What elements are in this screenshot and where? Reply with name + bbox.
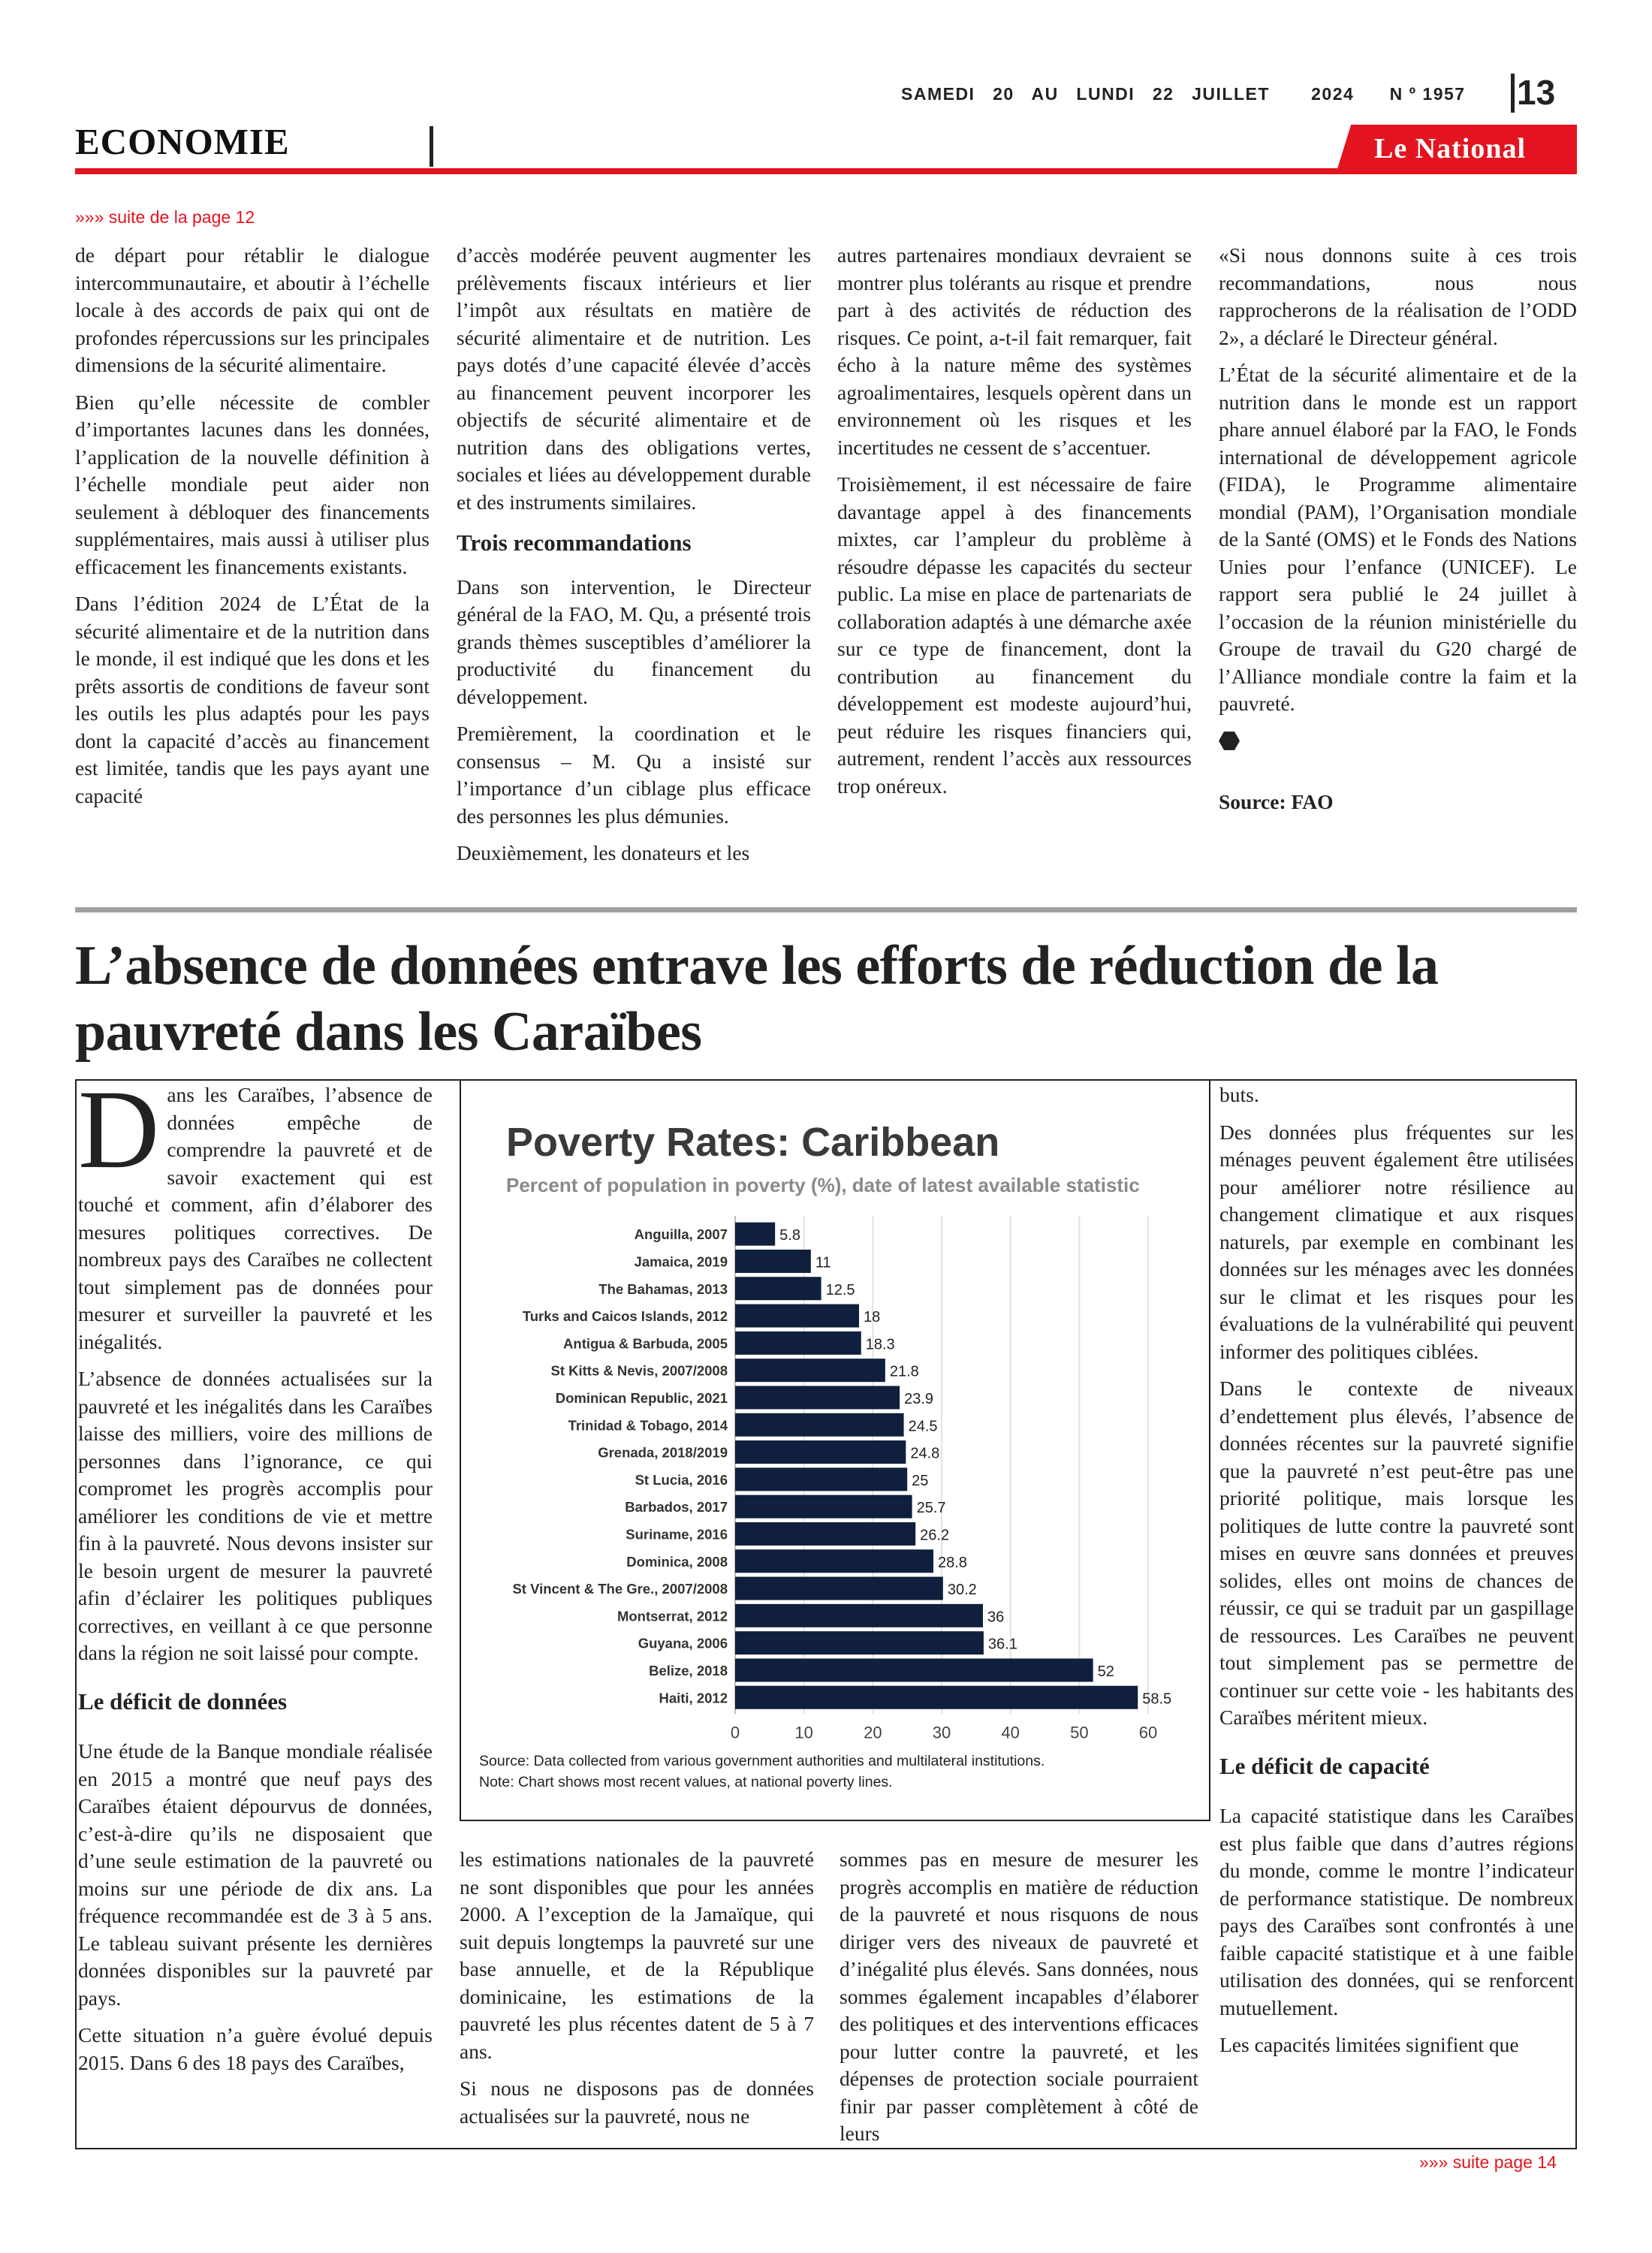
paragraph: L’absence de données actualisées sur la pauvreté et les inégalités dans les Caraïbes laisse des milliers, voire des millions de personnes dans l’ignorance, ce qui compromet les progrès accomplis pour améliorer les conditions de vie et mettre fin à la pauvreté. Nous devons insister sur le besoin urgent de mesurer la pauvreté afin d’éclairer les politiques publiques correctives, en veillant à ce que personne dans la région ne soit laissé pour compte. (78, 1367, 433, 1664)
continued-to-link[interactable]: »»» suite page 14 (1419, 2152, 1557, 2172)
paragraph: L’État de la sécurité alimentaire et de la nutrition dans le monde est un rapport phare annuel élaboré par la FAO, le Fonds international de développement agricole (FIDA), le Programme alimentaire mondial (PAM), l’Organisation mondiale de la Santé (OMS) et le Fonds des Nations Unies pour l’enfance (UNICEF). Le rapport sera publié le 24 juillet à l’occasion de la réunion ministérielle du Groupe de travail du G20 chargé de l’Alliance mondiale contre la faim et la pauvreté. (1219, 363, 1577, 715)
paragraph: Deuxièmement, les donateurs et les (457, 841, 750, 864)
chart-value-label: 12.5 (825, 1281, 855, 1298)
chart-value-label: 36.1 (987, 1636, 1017, 1653)
paragraph: Troisièmement, il est nécessaire de faire davantage appel à des financements mixtes, car l’ampleur du problème à résoudre dépasse les capacités du secteur public. La mise en place de partenariats de collaboration adaptés à une démarche axée sur ce type de financement, dont la contribution au financement du développement est modeste aujourd’hui, peut réduire les risques financiers qui, autrement, rendent l’accès aux ressources trop onéreux. (837, 472, 1192, 798)
main-article-column-4 (1219, 1081, 1574, 2069)
chart-category-label: St Lucia, 2016 (635, 1471, 728, 1488)
paragraph: Dans le contexte de niveaux d’endettement plus élevés, l’absence de données récentes sur la pauvreté signifie que la pauvreté n’est peut-être pas une priorité politique, mais lorsque les politiques de lutte contre la pauvreté sont mises en œuvre sans données et preuves solides, elles ont moins de chances de réussir, ce qui se traduit par un gaspillage de ressources. Les Caraïbes ne peuvent tout simplement pas se permettre de continuer sur cette voie - les habitants des Caraïbes méritent mieux. (1219, 1377, 1574, 1729)
chart-bar (735, 1386, 900, 1409)
chart-bar (735, 1359, 885, 1382)
paragraph: Bien qu’elle nécessite de combler d’importantes lacunes dans les données, l’application de la nouvelle définition à l’échelle mondiale peut aider non seulement à débloquer des financements supplémentaires, mais aussi à utiliser plus efficacement les financements existants. (75, 390, 430, 578)
section-divider (430, 126, 433, 167)
chart-category-label: Turks and Caicos Islands, 2012 (522, 1308, 728, 1325)
chart-canvas (461, 1081, 1212, 1823)
poverty-rates-chart (460, 1079, 1210, 1821)
chart-category-label: Guyana, 2006 (638, 1635, 728, 1651)
chart-bar (735, 1413, 904, 1437)
chart-x-tick-label: 0 (730, 1723, 740, 1742)
subheading: Trois recommandations (457, 529, 692, 556)
chart-category-label: Grenada, 2018/2019 (598, 1444, 728, 1461)
paragraph: Une étude de la Banque mondiale réalisée en 2015 a montré que neuf pays des Caraïbes étaient dépourvus de données, c’est-à-dire qu’ils ne disposaient que d’une seule estimation de la pauvreté ou moins sur une période de dix ans. La fréquence recommandée est de 3 à 5 ans. Le tableau suivant présente les dernières données disponibles sur la pauvreté par pays. (78, 1739, 433, 2010)
chart-method-note: Note: Chart shows most recent values, at national poverty lines. (479, 1774, 893, 1790)
chart-bar (735, 1332, 861, 1355)
chart-value-label: 30.2 (947, 1582, 977, 1599)
chart-value-label: 52 (1097, 1663, 1114, 1680)
lead-text: ans les Caraïbes, l’absence de données empêche de comprendre la pauvreté et de savoir exactement qui est touché et comment, afin d’élaborer des mesures politiques correctives. De nombreux pays des Caraïbes ne collectent tout simplement pas de données pour mesurer et surveiller la pauvreté et les inégalités. (78, 1083, 433, 1353)
chart-source-note: Source: Data collected from various government authorities and multilateral institutions. (479, 1753, 1045, 1769)
chart-bars (735, 1223, 1138, 1709)
paragraph: Premièrement, la coordination et le consensus – M. Qu a insisté sur l’importance d’un ciblage plus efficace des personnes les plus démunies. (457, 722, 811, 828)
chart-x-tick-label: 40 (1001, 1723, 1020, 1742)
chart-category-label: Haiti, 2012 (659, 1690, 728, 1706)
page-number: 13 (1517, 73, 1556, 112)
chart-category-label: Suriname, 2016 (626, 1526, 728, 1543)
paragraph: Les capacités limitées signifient que (1219, 2033, 1519, 2056)
section-name: ECONOMIE (75, 121, 290, 162)
chart-x-tick-label: 60 (1138, 1723, 1158, 1742)
chart-bar (735, 1604, 983, 1627)
chart-category-label: Dominica, 2008 (626, 1553, 728, 1570)
chart-x-tick-label: 20 (864, 1723, 882, 1742)
main-article-column-1 (78, 1067, 433, 2086)
chart-bar (735, 1277, 821, 1300)
paragraph: les estimations nationales de la pauvreté ne sont disponibles que pour les années 2000. A l’exception de la Jamaïque, qui suit depuis longtemps la pauvreté sur une base annuelle, et de la République dominicaine, les estimations de la pauvreté les plus récentes datent de 5 à 7 ans. (460, 1847, 814, 2063)
chart-category-label: St Vincent & The Gre., 2007/2008 (512, 1581, 728, 1597)
page-number-divider (1511, 74, 1515, 113)
subheading: Le déficit de capacité (1219, 1752, 1430, 1779)
chart-value-label: 24.8 (910, 1445, 940, 1462)
chart-value-label: 25 (912, 1472, 929, 1489)
continued-from-link[interactable]: »»» suite de la page 12 (75, 207, 255, 227)
chart-bar (735, 1223, 775, 1246)
paragraph: La capacité statistique dans les Caraïbes est plus faible que dans d’autres régions du monde, comme le montre l’indicateur de performance statistique. De nombreux pays des Caraïbes sont confrontés à une faible capacité statistique et à une faible utilisation des données, qui se renforcent mutuellement. (1219, 1804, 1574, 2019)
paragraph: autres partenaires mondiaux devraient se montrer plus tolérants au risque et prendre part à des activités de réduction des risques. Ce point, a-t-il fait remarquer, fait écho à la nature même des systèmes agroalimentaires, lesquels opèrent dans un environnement où les risques et les incertitudes ne cessent de s’accentuer. (837, 243, 1192, 459)
chart-category-label: Jamaica, 2019 (634, 1253, 728, 1270)
main-headline: L’absence de données entrave les efforts de réduction de la pauvreté dans les Caraïbes (75, 935, 1439, 1063)
top-article-column-2 (457, 242, 811, 877)
chart-subtitle: Percent of population in poverty (%), date of latest available statistic (506, 1174, 1140, 1196)
paragraph: de départ pour rétablir le dialogue intercommunautaire, et aboutir à l’échelle locale à des accords de paix qui ont de profondes répercussions sur les principales dimensions de la sécurité alimentaire. (75, 243, 430, 376)
main-article-column-3 (840, 1846, 1198, 2158)
chart-value-label: 24.5 (908, 1418, 938, 1435)
main-article-column-2 (460, 1846, 814, 2140)
chart-bar (735, 1522, 915, 1546)
paragraph: sommes pas en mesure de mesurer les progrès accomplis en matière de réduction de la pauvreté et nous risquons de nous diriger vers des niveaux de pauvreté et d’inégalité plus élevés. Sans données, nous sommes également incapables d’élaborer des politiques et des interventions efficaces pour lutter contre la pauvreté, et les dépenses de protection sociale pourraient finir par passer complètement à côté de leurs (840, 1847, 1198, 2145)
chart-x-tick-label: 30 (932, 1723, 951, 1742)
chart-value-label: 23.9 (904, 1390, 934, 1407)
chart-bar (735, 1658, 1093, 1681)
chart-category-label: The Bahamas, 2013 (598, 1280, 728, 1297)
drop-cap: D (78, 1067, 160, 1192)
chart-x-tick-labels (731, 1723, 1157, 1742)
chart-x-tick-label: 10 (794, 1723, 813, 1742)
chart-bar (735, 1686, 1138, 1709)
paragraph: Cette situation n’a guère évolué depuis 2015. Dans 6 des 18 pays des Caraïbes, (78, 2023, 433, 2074)
top-article-column-1 (75, 242, 430, 819)
chart-value-label: 26.2 (920, 1527, 950, 1544)
chart-category-label: Barbados, 2017 (625, 1499, 728, 1516)
chart-value-label: 18.3 (865, 1336, 895, 1353)
chart-bar (735, 1440, 906, 1464)
chart-value-label: 11 (815, 1254, 831, 1271)
chart-value-label: 5.8 (779, 1227, 800, 1244)
chart-category-label: St Kitts & Nevis, 2007/2008 (550, 1362, 728, 1379)
chart-bar (735, 1577, 943, 1600)
chart-bar (735, 1549, 933, 1573)
paragraph: «Si nous donnons suite à ces trois recommandations, nous nous rapprocherons de la réalisation de l’ODD 2», a déclaré le Directeur général. (1219, 243, 1577, 349)
chart-category-label: Trinidad & Tobago, 2014 (568, 1417, 728, 1434)
top-article-column-3 (837, 242, 1192, 810)
chart-value-label: 28.8 (938, 1554, 967, 1571)
paragraph: buts. (1219, 1083, 1259, 1106)
chart-category-labels (512, 1226, 728, 1706)
chart-value-label: 21.8 (889, 1363, 919, 1380)
paragraph: Si nous ne disposons pas de données actualisées sur la pauvreté, nous ne (460, 2077, 814, 2128)
chart-bar (735, 1495, 912, 1519)
paragraph: Dans l’édition 2024 de L’État de la sécurité alimentaire et de la nutrition dans le monde, il est indiqué que les dons et les prêts assortis de conditions de faveur sont les outils les plus adaptés pour les pays dont la capacité d’accès au financement est limitée, tandis que les pays ayant une capacité (75, 592, 430, 807)
paragraph: d’accès modérée peuvent augmenter les prélèvements fiscaux intérieurs et lier l’impôt aux résultats en matière de sécurité alimentaire et de nutrition. Les pays dotés d’une capacité élevée d’accès au financement peuvent incorporer les objectifs de sécurité alimentaire et de nutrition dans des obligations vertes, sociales et liées au développement durable et des instruments similaires. (457, 243, 811, 514)
issue-date: SAMEDI 20 AU LUNDI 22 JUILLET 2024 N º 1957 (901, 84, 1466, 104)
article-source: Source: FAO (1219, 790, 1334, 813)
chart-category-label: Montserrat, 2012 (616, 1608, 728, 1624)
brand-name: Le National (1374, 133, 1527, 164)
chart-title: Poverty Rates: Caribbean (506, 1120, 1000, 1165)
chart-value-label: 36 (987, 1609, 1005, 1626)
article-separator (75, 907, 1577, 912)
chart-category-label: Belize, 2018 (649, 1662, 728, 1678)
paragraph: Dans son intervention, le Directeur général de la FAO, M. Qu, a présenté trois grands thèmes susceptibles d’améliorer la productivité du financement du développement. (457, 575, 811, 708)
chart-value-label: 58.5 (1142, 1691, 1172, 1708)
article-end-icon (1219, 731, 1240, 752)
chart-bar (735, 1631, 984, 1654)
chart-bar (735, 1250, 811, 1273)
chart-value-label: 25.7 (916, 1500, 946, 1517)
chart-value-label: 18 (864, 1309, 881, 1326)
chart-bar (735, 1467, 907, 1491)
chart-bar (735, 1304, 859, 1328)
chart-x-tick-label: 50 (1070, 1723, 1089, 1742)
chart-category-label: Dominican Republic, 2021 (555, 1389, 728, 1406)
chart-category-label: Anguilla, 2007 (634, 1226, 728, 1243)
subheading: Le déficit de données (78, 1687, 288, 1715)
top-article-column-4 (1219, 242, 1577, 826)
chart-category-label: Antigua & Barbuda, 2005 (563, 1335, 728, 1352)
lead-paragraph (78, 1067, 433, 1356)
paragraph: Des données plus fréquentes sur les ménages peuvent également être utilisées pour améliorer notre résilience au changement climatique et aux risques naturels, par exemple en combinant les données sur les ménages avec les données sur le climat et les risques pour les évaluations de la vulnérabilité qui peuvent informer des politiques ciblées. (1219, 1120, 1574, 1363)
